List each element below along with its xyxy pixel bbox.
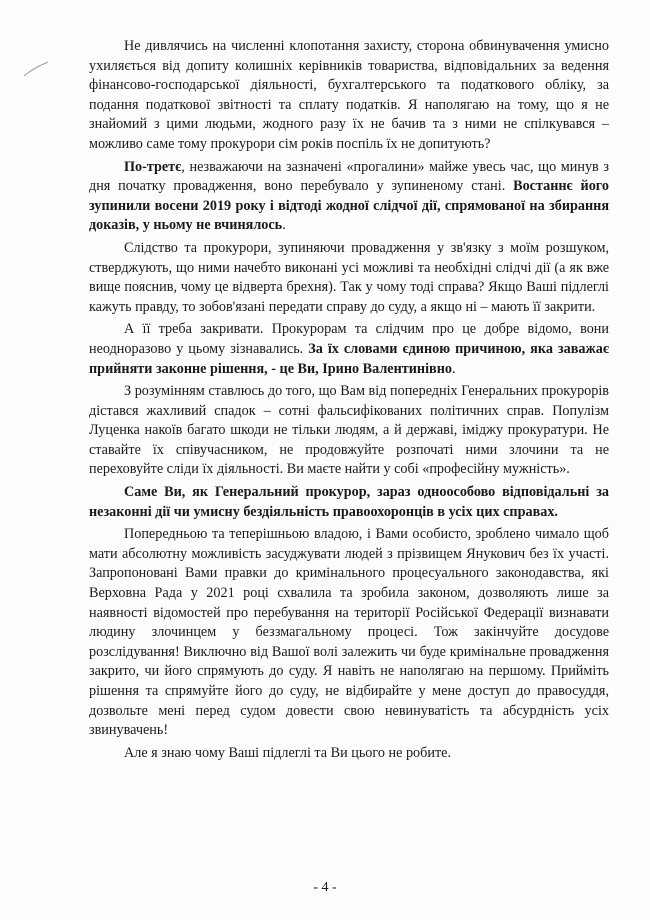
text-run: . (282, 217, 286, 234)
text-run: Не дивлячись на численні клопотання захисту, сторона обвинувачення умисно ухиляється від допиту колишніх керівників товариства, відповідальних за ведення фінансово-господарської діяльності, бухгалтерського та податкового обліку, за подання податкової звітності та сплату податків. Я наполягаю на тому, що я не знайомий з цими людьми, жодного разу їх не бачив та з ними не спілкувався – можливо саме тому прокурори сім років поспіль їх не допитують? (89, 38, 609, 152)
text-run-bold: За їх словами єдиною причиною, яка заважає прийняти законне рішення, - це Ви, Ірино Валентинівно (89, 340, 609, 377)
text-run: . (451, 360, 456, 377)
text-run: , незважаючи на зазначені «прогалини» майже увесь час, що минув з дня початку провадження, воно перебувало у зупиненому стані. (89, 158, 609, 195)
paragraph-8 (89, 744, 609, 764)
text-run: З розумінням ставлюсь до того, що Вам від попередніх Генеральних прокурорів дістався жахливий спадок – сотні фальсифікованих політичних справ. Популізм Луценка накоїв багато шкоди не тільки людям, а й державі, іміджу прокуратури. Не ставайте їх співучасником, не продовжуйте розпочаті ними злочини та не переховуйте сліди їх діяльності. Ви маєте найти у собі «професійну мужність». (89, 383, 609, 478)
paragraph-4 (89, 320, 609, 379)
paragraph-1 (89, 37, 609, 155)
page-number: - 4 - (313, 880, 337, 895)
paragraph-3 (89, 239, 609, 317)
text-run: А її треба закривати. Прокурорам та слідчим про це добре відомо, вони неодноразово у цьому зізнавались. (89, 321, 609, 357)
text-run-bold: По-третє (124, 158, 182, 175)
text-run: Попередньою та теперішньою владою, і Вами особисто, зроблено чимало щоб мати абсолютну можливість засуджувати людей з прізвищем Янукович без їх участі. Запропоновані Вами правки до кримінального процесуального законодавства, які Верховна Рада у 2021 році схвалила та зробила законом, дозволяють лише за наявності відомостей про перебування на території Російської Федерації визнавати людину злочинцем у беззмагальному процесі. Тож закінчуйте досудове розслідування! Виключно від Вашої волі залежить чи буде кримінальне провадження закрито, чи його спрямують до суду. Я навіть не наполягаю на першому. Прийміть рішення та спрямуйте його до суду, не відбирайте у мене доступ до правосуддя, дозвольте мені перед судом довести свою невинуватість та абсурдність усіх звинувачень! (89, 526, 609, 739)
pen-mark-icon (22, 60, 50, 78)
document-body (89, 37, 609, 766)
paragraph-2 (89, 158, 609, 236)
paragraph-6 (89, 483, 609, 522)
text-run-bold: Саме Ви, як Генеральний прокурор, зараз одноособово відповідальні за незаконні дії чи умисну бездіяльність правоохоронців в усіх цих справах. (89, 484, 609, 520)
paragraph-7 (89, 525, 609, 741)
text-run: Але я знаю чому Ваші підлеглі та Ви цього не робите. (124, 744, 451, 761)
text-run: Слідство та прокурори, зупиняючи провадження у зв'язку з моїм розшуком, стверджують, що ними начебто виконані усі можливі та необхідні слідчі дії (а як вже вище пояснив, чому це відверта брехня). Так у чому тоді справа? Якщо Ваші підлеглі кажуть правду, то зобов'язані передати справу до суду, а якщо ні – мають її закрити. (89, 239, 609, 315)
paragraph-5 (89, 382, 609, 480)
text-run-bold: Востаннє його зупинили восени 2019 року і відтоді жодної слідчої дії, спрямованої на збирання доказів, у ньому не вчинялось (89, 178, 609, 234)
